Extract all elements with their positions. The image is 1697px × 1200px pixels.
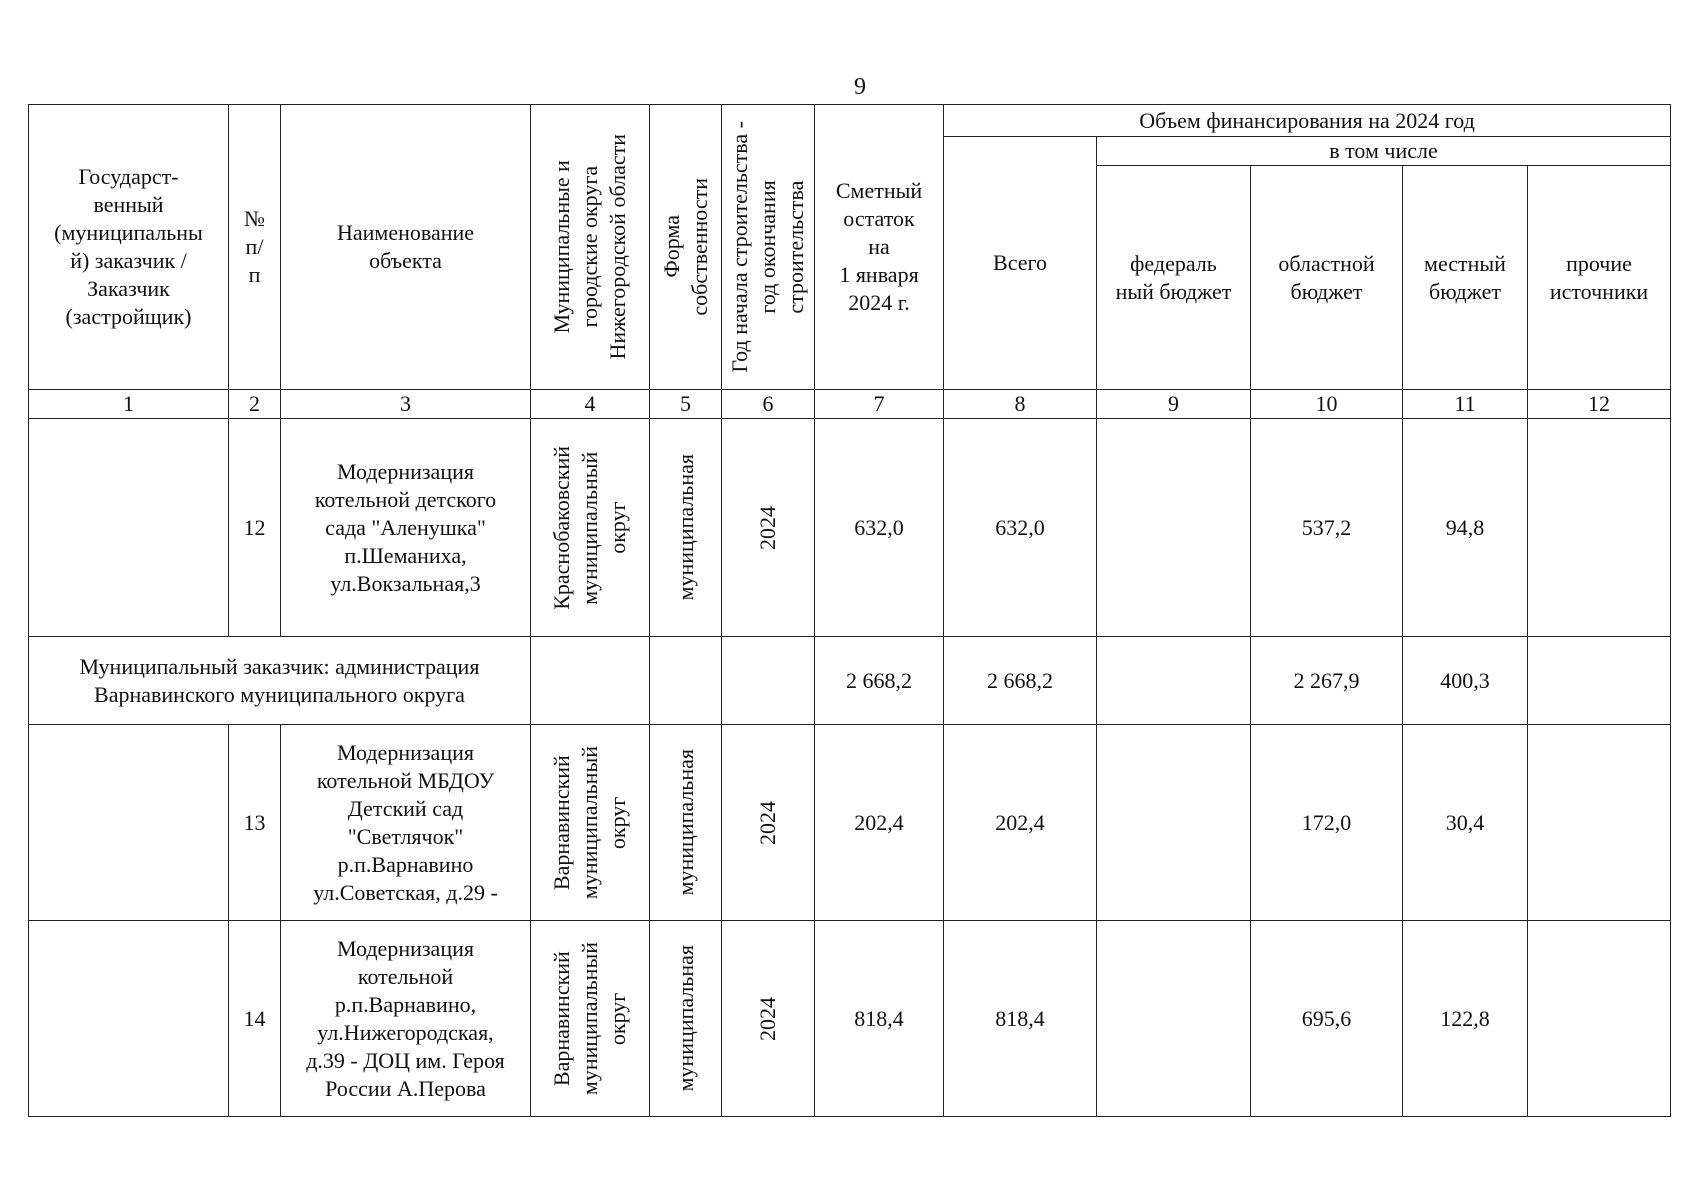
object-name: Модернизация котельной МБДОУ Детский сад "Светлячок" р.п.Варнавино ул.Советская, д.29 -: [281, 725, 531, 921]
ownership: муниципальная: [650, 725, 722, 921]
header-customer: Государст- венный (муниципальны й) заказчик / Заказчик (застройщик): [29, 105, 229, 390]
header-regional: областной бюджет: [1251, 166, 1403, 390]
subtotal-federal: [1097, 637, 1251, 725]
year: 2024: [722, 419, 815, 637]
subtotal-local: 400,3: [1403, 637, 1528, 725]
column-number: 10: [1251, 390, 1403, 419]
subtotal-label: Муниципальный заказчик: администрация Варнавинского муниципального округа: [29, 637, 531, 725]
financing-table: [28, 104, 1671, 1117]
ownership: муниципальная: [650, 921, 722, 1117]
regional-value: 537,2: [1251, 419, 1403, 637]
local-value: 94,8: [1403, 419, 1528, 637]
table-row: [29, 921, 1671, 1117]
column-number: 3: [281, 390, 531, 419]
header-including: в том числе: [1097, 137, 1671, 166]
header-object-name: Наименование объекта: [281, 105, 531, 390]
estimate-value: 818,4: [815, 921, 944, 1117]
header-federal: федераль ный бюджет: [1097, 166, 1251, 390]
column-number: 12: [1528, 390, 1671, 419]
column-number: 8: [944, 390, 1097, 419]
district: Варнавинский муниципальный округ: [531, 725, 650, 921]
district: Краснобаковский муниципальный округ: [531, 419, 650, 637]
column-number: 9: [1097, 390, 1251, 419]
local-value: 30,4: [1403, 725, 1528, 921]
column-number: 1: [29, 390, 229, 419]
header-years: Год начала строительства - год окончания строительства: [722, 105, 815, 390]
federal-value: [1097, 419, 1251, 637]
header-other: прочие источники: [1528, 166, 1671, 390]
other-value: [1528, 419, 1671, 637]
subtotal-empty: [722, 637, 815, 725]
page-number: 9: [854, 74, 866, 100]
customer-cell: [29, 921, 229, 1117]
row-number: 13: [229, 725, 281, 921]
customer-cell: [29, 725, 229, 921]
total-value: 818,4: [944, 921, 1097, 1117]
object-name: Модернизация котельной детского сада "Аленушка" п.Шеманиха, ул.Вокзальная,3: [281, 419, 531, 637]
federal-value: [1097, 921, 1251, 1117]
subtotal-empty: [650, 637, 722, 725]
object-name: Модернизация котельной р.п.Варнавино, ул.Нижегородская, д.39 - ДОЦ им. Героя России А.Перова: [281, 921, 531, 1117]
table-row: [29, 725, 1671, 921]
header-npp: № п/ п: [229, 105, 281, 390]
regional-value: 172,0: [1251, 725, 1403, 921]
ownership: муниципальная: [650, 419, 722, 637]
regional-value: 695,6: [1251, 921, 1403, 1117]
column-number: 5: [650, 390, 722, 419]
year: 2024: [722, 725, 815, 921]
column-number: 6: [722, 390, 815, 419]
header-total: Всего: [944, 137, 1097, 390]
column-number: 4: [531, 390, 650, 419]
other-value: [1528, 725, 1671, 921]
header-financing: Объем финансирования на 2024 год: [944, 105, 1671, 137]
subtotal-other: [1528, 637, 1671, 725]
total-value: 202,4: [944, 725, 1097, 921]
table-row: [29, 419, 1671, 637]
subtotal-estimate: 2 668,2: [815, 637, 944, 725]
subtotal-empty: [531, 637, 650, 725]
column-number: 11: [1403, 390, 1528, 419]
row-number: 14: [229, 921, 281, 1117]
local-value: 122,8: [1403, 921, 1528, 1117]
header-districts: Муниципальные и городские округа Нижегородской области: [531, 105, 650, 390]
estimate-value: 202,4: [815, 725, 944, 921]
subtotal-row: [29, 637, 1671, 725]
subtotal-total: 2 668,2: [944, 637, 1097, 725]
header-estimate: Сметный остаток на 1 января 2024 г.: [815, 105, 944, 390]
federal-value: [1097, 725, 1251, 921]
column-number: 2: [229, 390, 281, 419]
header-ownership: Форма собственности: [650, 105, 722, 390]
estimate-value: 632,0: [815, 419, 944, 637]
total-value: 632,0: [944, 419, 1097, 637]
other-value: [1528, 921, 1671, 1117]
header-local: местный бюджет: [1403, 166, 1528, 390]
year: 2024: [722, 921, 815, 1117]
column-number: 7: [815, 390, 944, 419]
district: Варнавинский муниципальный округ: [531, 921, 650, 1117]
customer-cell: [29, 419, 229, 637]
row-number: 12: [229, 419, 281, 637]
column-numbers-row: [29, 390, 1671, 419]
subtotal-regional: 2 267,9: [1251, 637, 1403, 725]
